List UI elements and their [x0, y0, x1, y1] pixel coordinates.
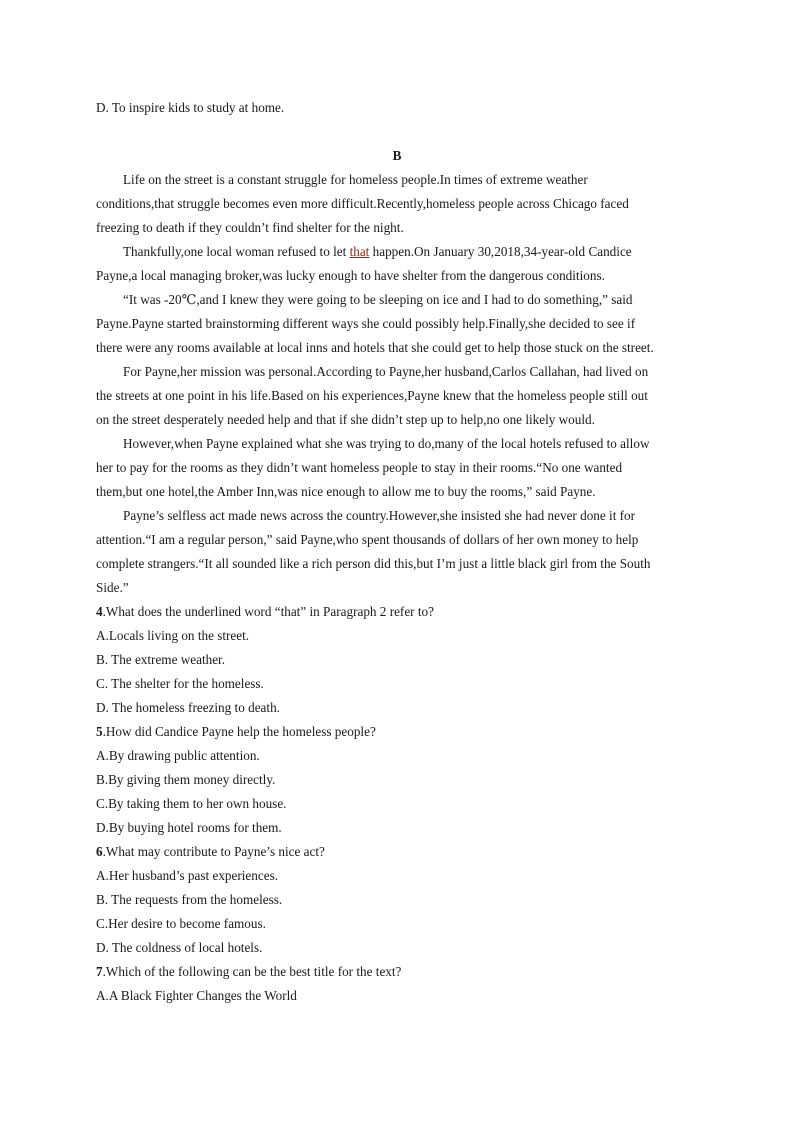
question-6-option-b: B. The requests from the homeless. [96, 892, 283, 907]
passage-line: For Payne,her mission was personal.According to Payne,her husband,Carlos Callahan, had lived on [123, 364, 649, 379]
passage-line: Side.” [96, 580, 129, 595]
passage-line: Life on the street is a constant struggle for homeless people.In times of extreme weather [123, 172, 588, 187]
passage-line [123, 244, 632, 260]
passage-line: conditions,that struggle becomes even more difficult.Recently,homeless people across Chicago faced [96, 196, 629, 211]
question-4-option-b: B. The extreme weather. [96, 652, 226, 667]
passage-line: complete strangers.“It all sounded like a rich person did this,but I’m just a little black girl from the South [96, 556, 651, 571]
passage-line: the streets at one point in his life.Based on his experiences,Payne knew that the homeless people still out [96, 388, 648, 403]
passage-line: on the street desperately needed help and that if she didn’t step up to help,no one likely would. [96, 412, 595, 427]
passage-line: However,when Payne explained what she was trying to do,many of the local hotels refused to allow [123, 436, 650, 451]
question-number: 4 [96, 604, 103, 619]
question-number: 7 [96, 964, 103, 979]
underlined-word-that: that [349, 244, 370, 259]
question-number: 6 [96, 844, 103, 859]
passage-line: there were any rooms available at local inns and hotels that she could get to help those stuck on the street. [96, 340, 654, 355]
passage-line: “It was -20℃,and I knew they were going to be sleeping on ice and I had to do something,” said [123, 292, 633, 307]
passage-text: happen.On January 30,2018,34-year-old Candice [369, 244, 632, 259]
question-4-stem [96, 604, 434, 620]
question-5-option-a: A.By drawing public attention. [96, 748, 260, 763]
question-text: .How did Candice Payne help the homeless people? [102, 724, 376, 739]
question-5-stem [96, 724, 376, 740]
question-text: .What does the underlined word “that” in Paragraph 2 refer to? [102, 604, 434, 619]
question-5-option-c: C.By taking them to her own house. [96, 796, 287, 811]
passage-line: Payne.Payne started brainstorming different ways she could possibly help.Finally,she decided to see if [96, 316, 636, 331]
passage-line: attention.“I am a regular person,” said Payne,who spent thousands of dollars of her own money to help [96, 532, 639, 547]
passage-line: freezing to death if they couldn’t find shelter for the night. [96, 220, 404, 235]
question-text: .What may contribute to Payne’s nice act? [102, 844, 325, 859]
question-6-stem [96, 844, 325, 860]
question-text: .Which of the following can be the best title for the text? [102, 964, 402, 979]
question-5-option-d: D.By buying hotel rooms for them. [96, 820, 282, 835]
passage-text: Thankfully,one local woman refused to let [123, 244, 350, 259]
passage-line: Payne,a local managing broker,was lucky enough to have shelter from the dangerous conditions. [96, 268, 605, 283]
question-6-option-a: A.Her husband’s past experiences. [96, 868, 279, 883]
passage-line: Payne’s selfless act made news across the country.However,she insisted she had never done it for [123, 508, 636, 523]
previous-option-d: D. To inspire kids to study at home. [96, 100, 285, 115]
question-7-option-a: A.A Black Fighter Changes the World [96, 988, 297, 1003]
question-number: 5 [96, 724, 103, 739]
question-6-option-d: D. The coldness of local hotels. [96, 940, 263, 955]
passage-line: her to pay for the rooms as they didn’t want homeless people to stay in their rooms.“No one wanted [96, 460, 623, 475]
question-4-option-a: A.Locals living on the street. [96, 628, 250, 643]
question-4-option-c: C. The shelter for the homeless. [96, 676, 264, 691]
question-7-stem [96, 964, 401, 980]
question-6-option-c: C.Her desire to become famous. [96, 916, 266, 931]
passage-line: them,but one hotel,the Amber Inn,was nice enough to allow me to buy the rooms,” said Payne. [96, 484, 596, 499]
question-4-option-d: D. The homeless freezing to death. [96, 700, 280, 715]
question-5-option-b: B.By giving them money directly. [96, 772, 276, 787]
section-title: B [392, 148, 402, 163]
